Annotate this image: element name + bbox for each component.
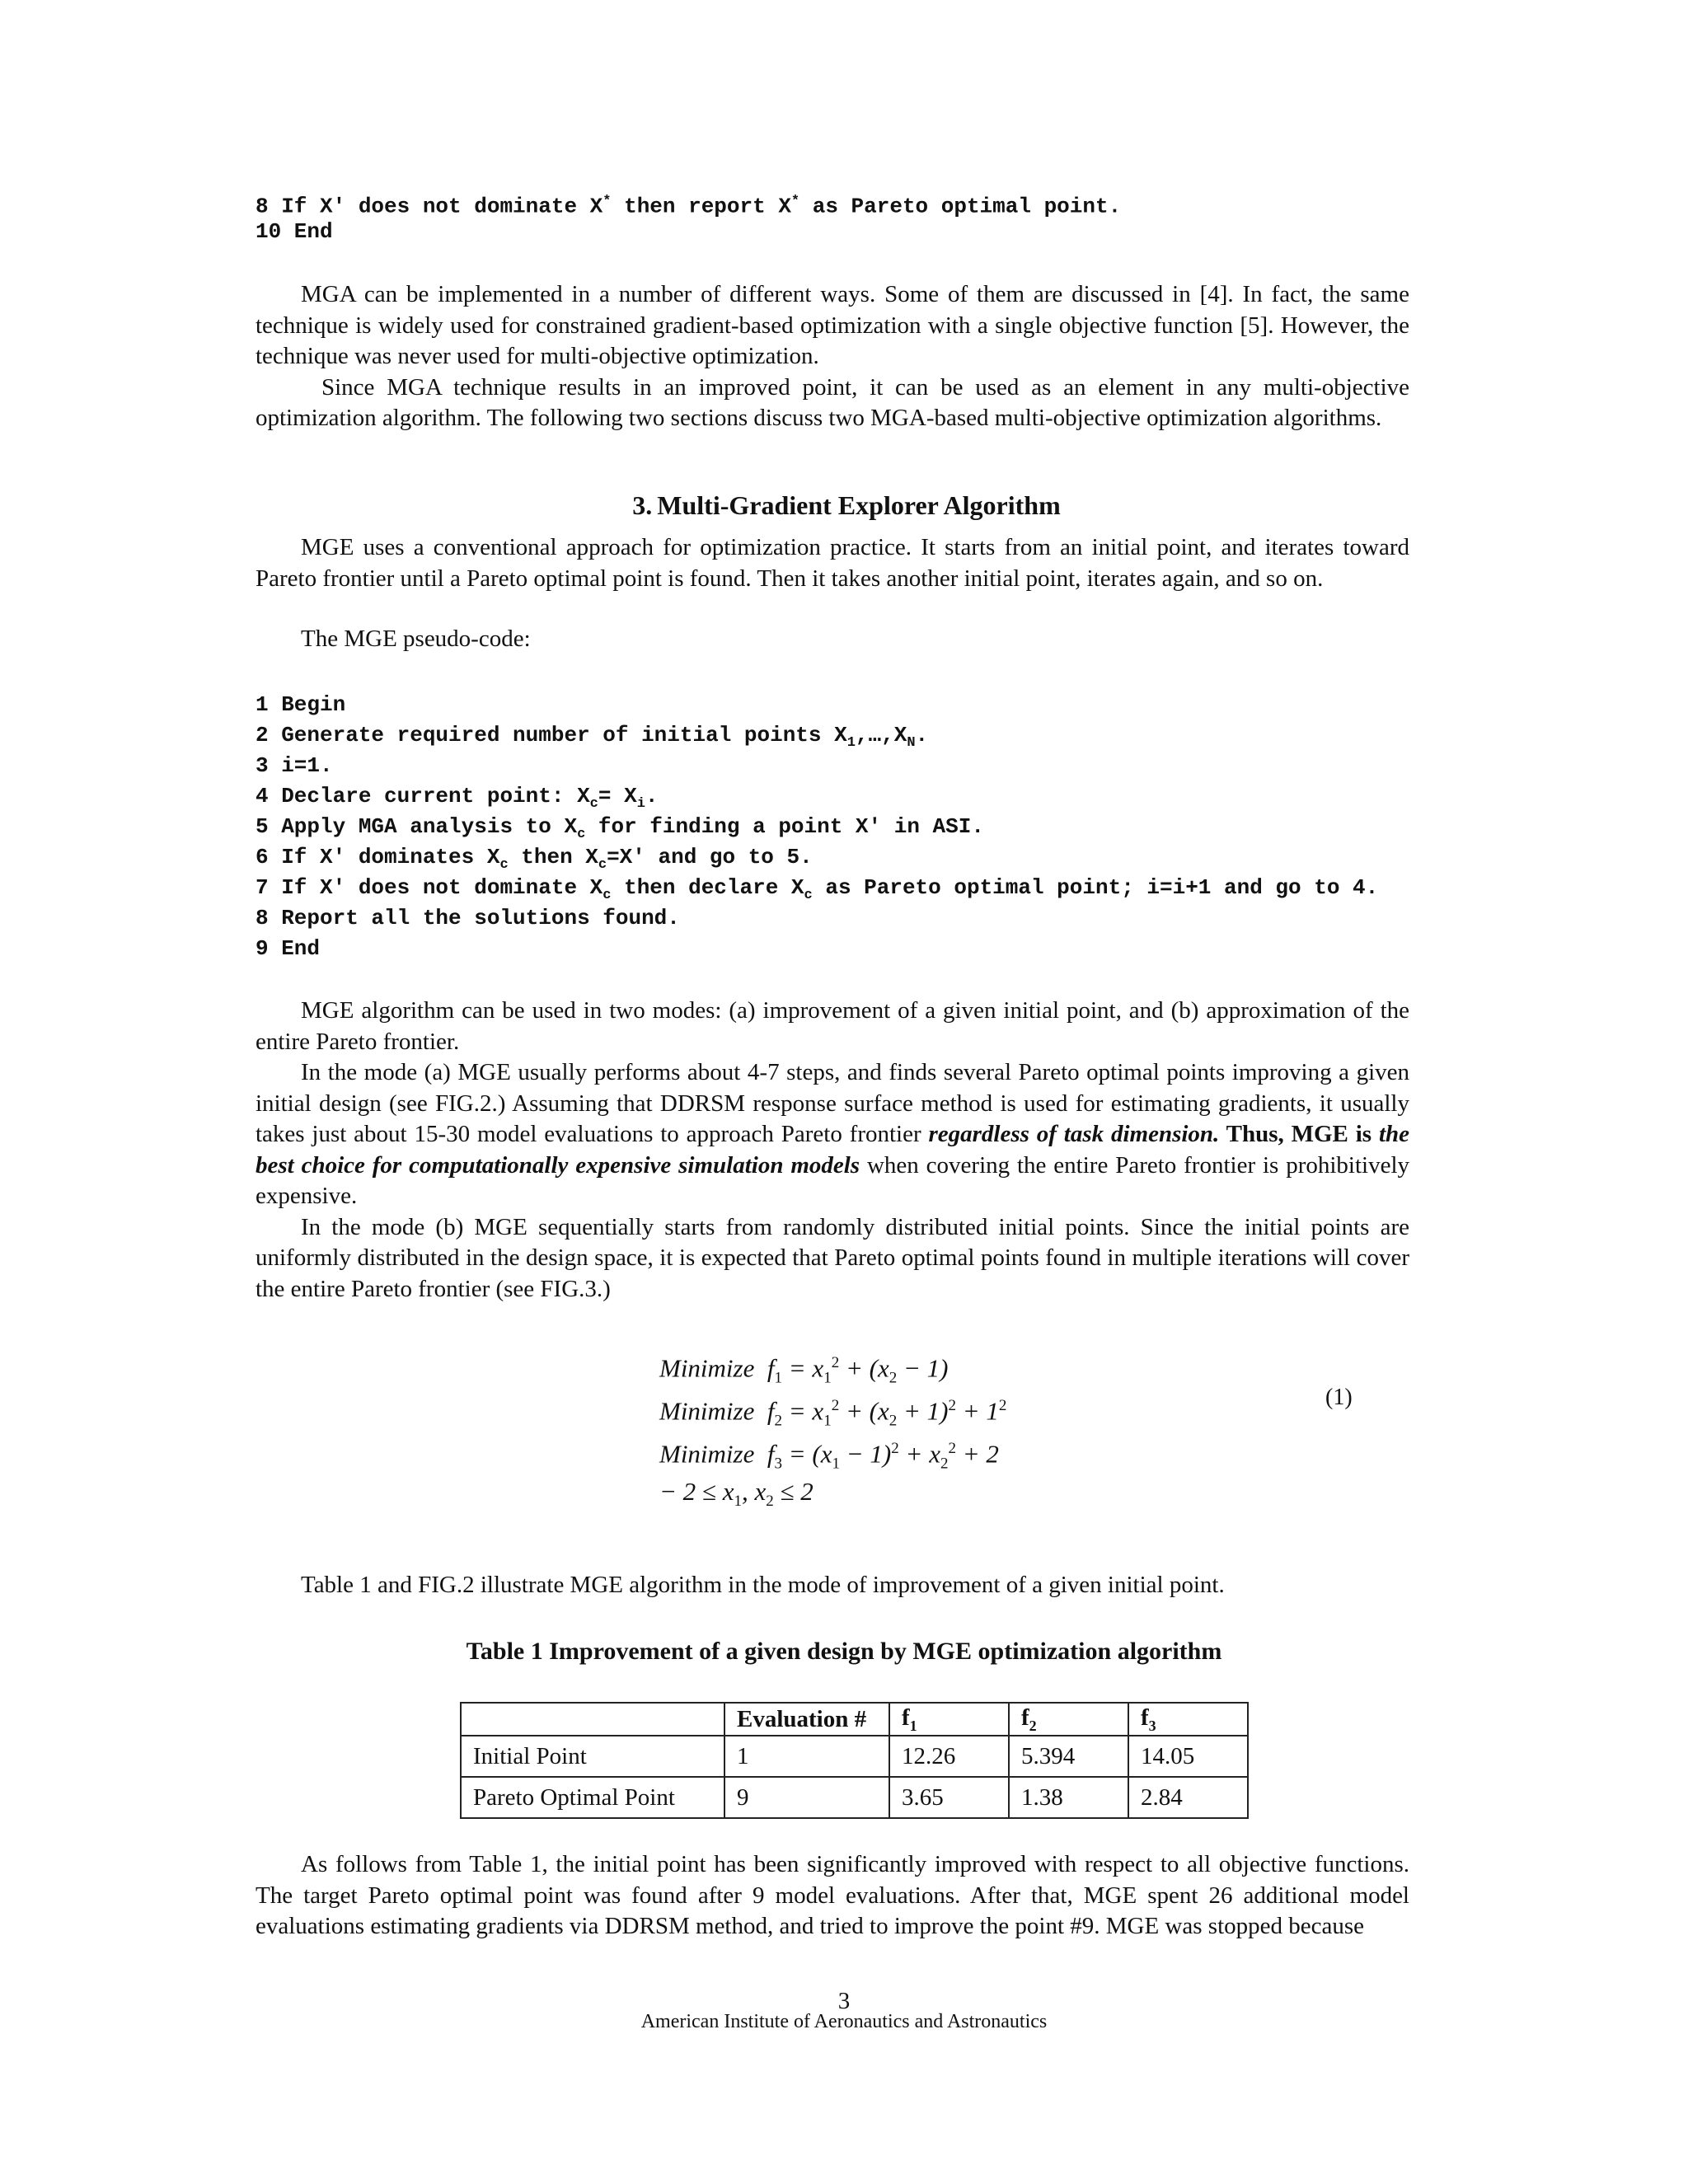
- table-intro: Table 1 and FIG.2 illustrate MGE algorithm in the mode of improvement of a given initial point.: [301, 1572, 1225, 1598]
- equation-block: [659, 1342, 1006, 1513]
- pseudo-code-line: 8 Report all the solutions found.: [256, 906, 680, 930]
- paragraph: Since MGA technique results in an improved point, it can be used as an element in any multi-objective optimization algorithm. The following two sections discuss two MGA-based multi-objective optimization algorithms.: [256, 373, 1409, 431]
- table-header: $f_3$: [1128, 1703, 1248, 1736]
- table-row: [461, 1777, 1248, 1818]
- table-header-row: [461, 1703, 1248, 1736]
- table-cell: Pareto Optimal Point: [461, 1777, 724, 1818]
- table-cell: 14.05: [1128, 1736, 1248, 1777]
- paragraph: MGA can be implemented in a number of different ways. Some of them are discussed in [4]. In fact, the same technique is widely used for constrained gradient-based optimization with a single objective function [5]. However, the technique was never used for multi-objective optimization.: [256, 281, 1409, 369]
- table-caption: Table 1 Improvement of a given design by MGE optimization algorithm: [466, 1638, 1222, 1665]
- table-cell: Initial Point: [461, 1736, 724, 1777]
- section-heading: 3. Multi-Gradient Explorer Algorithm: [632, 490, 1061, 520]
- table-row: [461, 1736, 1248, 1777]
- equation-line: Minimize $f_3 = (x_1 - 1)^2 + x_2^2 + 2$: [659, 1439, 999, 1473]
- table-header: $f_2$: [1009, 1703, 1128, 1736]
- results-table: [460, 1702, 1249, 1819]
- paragraph: MGE uses a conventional approach for optimization practice. It starts from an initial point, and iterates toward Pareto frontier until a Pareto optimal point is found. Then it takes another initial point, iterates again, and so on.: [256, 534, 1409, 592]
- section-text: [256, 532, 1409, 594]
- table-header-empty: [461, 1703, 724, 1736]
- equation-line: − $2 \le x_1$, $x_2 \le 2$: [659, 1477, 814, 1511]
- pseudo-code-line: 4 Declare current point: $X_c= X_i$.: [256, 784, 659, 813]
- table-cell: 1: [724, 1736, 889, 1777]
- paragraph: In the mode (b) MGE sequentially starts from randomly distributed initial points. Since the initial points are uniformly distributed in the design space, it is expected that Pareto optimal points found in multiple iterations will cover the entire Pareto frontier (see FIG.3.): [256, 1213, 1409, 1302]
- table-header: Evaluation #: [724, 1703, 889, 1736]
- modes-text: [256, 996, 1409, 1305]
- intro-text: [256, 279, 1409, 434]
- code-line: 10 End: [256, 219, 333, 244]
- pseudo-code-line: 3 i=1.: [256, 753, 333, 778]
- pseudo-code-line: 2 Generate required number of initial points $X_1,\dots,X_N$.: [256, 723, 929, 752]
- equation-number: (1): [1325, 1385, 1353, 1410]
- pseudo-code-line: 5 Apply MGA analysis to $X_c$ for finding a point X′ in ASI.: [256, 814, 984, 843]
- table-cell: 12.26: [889, 1736, 1009, 1777]
- pseudo-code-line: 1 Begin: [256, 692, 346, 717]
- footer-text: American Institute of Aeronautics and Astronautics: [640, 2011, 1048, 2032]
- table-cell: 1.38: [1009, 1777, 1128, 1818]
- table-cell: 5.394: [1009, 1736, 1128, 1777]
- table-header: $f_1$: [889, 1703, 1009, 1736]
- pseudo-code-line: 7 If X′ does not dominate $X_c$ then declare $X_c$ as Pareto optimal point; i=i+1 and go to 4.: [256, 875, 1379, 904]
- code-line: 8 If X′ does not dominate X* then report X* as Pareto optimal point.: [256, 194, 1122, 219]
- page-number: 3: [837, 1988, 851, 2014]
- table-cell: 9: [724, 1777, 889, 1818]
- paragraph: As follows from Table 1, the initial point has been significantly improved with respect to all objective functions. The target Pareto optimal point was found after 9 model evaluations. After that, MGE spent 26 additional model evaluations estimating gradients via DDRSM method, and tried to improve the point #9. MGE was stopped because: [256, 1851, 1409, 1939]
- pseudo-code-line: 6 If X′ dominates $X_c$ then $X_c=X'$ and go to 5.: [256, 845, 813, 874]
- after-table-text: [256, 1849, 1409, 1943]
- pseudo-code-intro: The MGE pseudo-code:: [301, 626, 531, 652]
- paragraph: MGE algorithm can be used in two modes: (a) improvement of a given initial point, and (b) approximation of the entire Pareto frontier.: [256, 997, 1409, 1055]
- table-cell: 3.65: [889, 1777, 1009, 1818]
- pseudo-code-line: 9 End: [256, 936, 321, 961]
- equation-line: Minimize $f_2 = x_1^2 + (x_2 + 1)^2 + 1^2$: [659, 1396, 1007, 1430]
- paragraph: In the mode (a) MGE usually performs about 4-7 steps, and finds several Pareto optimal points improving a given initial design (see FIG.2.) Assuming that DDRSM response surface method is used for estimating gradients, it usually takes just about 15-30 model evaluations to approach Pareto frontier regardless of task dimension. Thus, MGE is the best choice for computationally expensive simulation models when covering the entire Pareto frontier is prohibitively expensive.: [256, 1059, 1410, 1209]
- equation-line: Minimize $f_1 = x_1^2 + (x_2 - 1)$: [659, 1353, 949, 1387]
- table-cell: 2.84: [1128, 1777, 1248, 1818]
